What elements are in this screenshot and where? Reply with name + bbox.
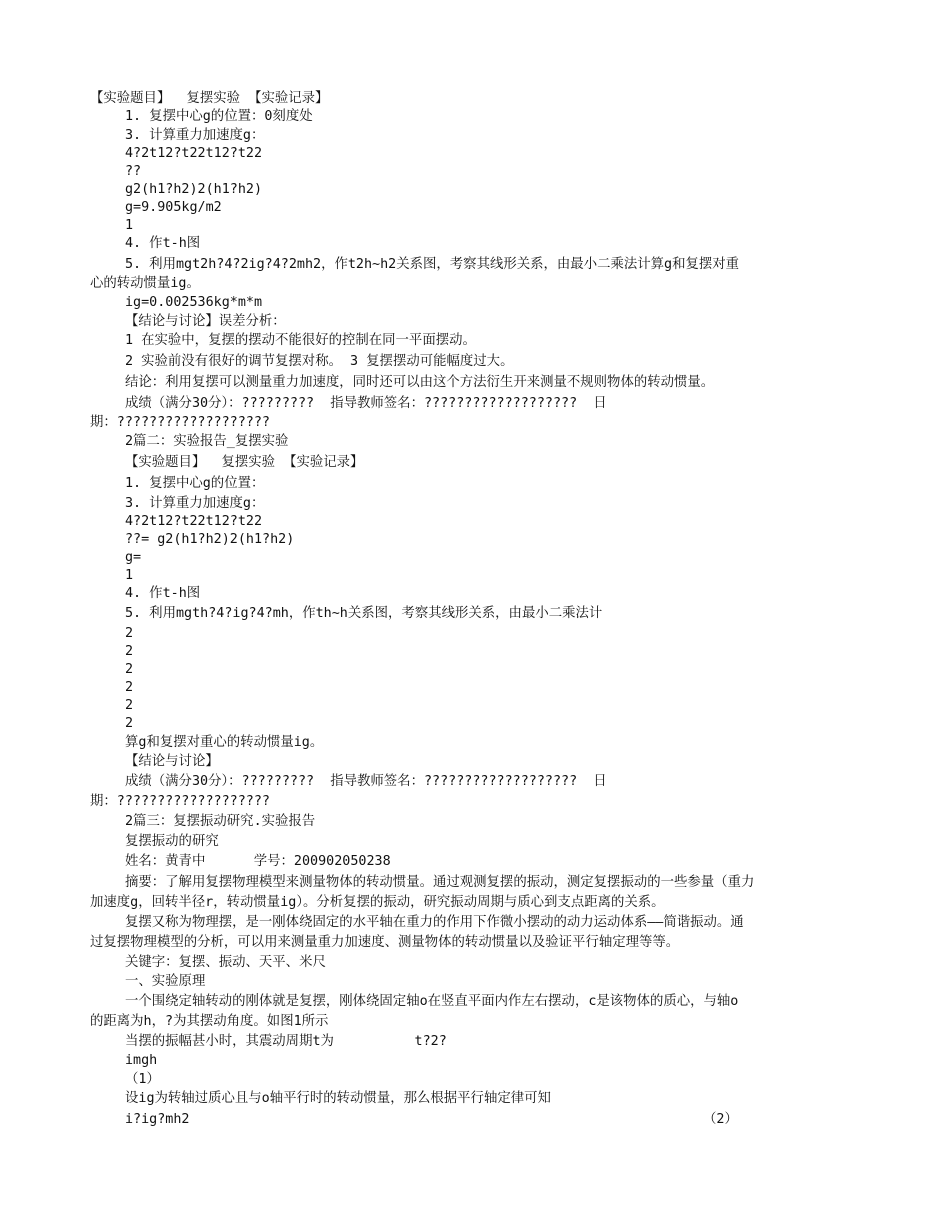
text-line: 【实验题目】 复摆实验 【实验记录】 bbox=[90, 91, 329, 106]
text-line: 姓名：黄青中 学号：200902050238 bbox=[125, 854, 391, 869]
text-line: 成绩（满分30分）：????????? 指导教师签名：??????????????????? 日 bbox=[125, 774, 607, 789]
text-line: 2 bbox=[125, 644, 134, 659]
text-line: 1. 复摆中心g的位置：0刻度处 bbox=[125, 109, 313, 124]
text-line: 心的转动惯量ig。 bbox=[90, 276, 200, 291]
text-line: 2 bbox=[125, 680, 134, 695]
text-line: 一、实验原理 bbox=[125, 974, 206, 989]
text-line: 当摆的振幅甚小时，其震动周期t为 t?2? bbox=[125, 1034, 447, 1049]
text-line: 【实验题目】 复摆实验 【实验记录】 bbox=[125, 455, 364, 470]
text-line: 关键字：复摆、振动、天平、米尺 bbox=[125, 955, 326, 970]
equation-number: （1） bbox=[125, 1072, 160, 1087]
text-line: 加速度g，回转半径r，转动惯量ig）。分析复摆的振动，研究振动周期与质心到支点距离的关系。 bbox=[90, 895, 665, 910]
text-line: 1 在实验中，复摆的摆动不能很好的控制在同一平面摆动。 bbox=[125, 333, 476, 348]
text-line: imgh bbox=[125, 1053, 158, 1068]
text-line: g= bbox=[125, 550, 142, 565]
text-line: 1 bbox=[125, 218, 134, 233]
text-line: 【结论与讨论】 bbox=[125, 754, 219, 769]
text-line: 2 bbox=[125, 662, 134, 677]
text-line: 复摆又称为物理摆，是一刚体绕固定的水平轴在重力的作用下作微小摆动的动力运动体系——简谐振动。通 bbox=[125, 915, 744, 930]
text-line: 过复摆物理模型的分析，可以用来测量重力加速度、测量物体的转动惯量以及验证平行轴定理等等。 bbox=[90, 935, 680, 950]
text-line: 2 bbox=[125, 716, 134, 731]
text-line: ig=0.002536kg*m*m bbox=[125, 295, 263, 310]
text-line: 1 bbox=[125, 568, 134, 583]
text-line: 4. 作t-h图 bbox=[125, 236, 201, 251]
text-line: ?? bbox=[125, 164, 142, 179]
text-line: i?ig?mh2 bbox=[125, 1112, 190, 1127]
text-line: 的距离为h，?为其摆动角度。如图1所示 bbox=[90, 1014, 329, 1029]
text-line: 摘要：了解用复摆物理模型来测量物体的转动惯量。通过观测复摆的振动，测定复摆振动的一些参量（重力 bbox=[125, 875, 755, 890]
text-line: 4. 作t-h图 bbox=[125, 586, 201, 601]
text-line: 【结论与讨论】误差分析： bbox=[125, 314, 286, 329]
text-line: ??= g2(h1?h2)2(h1?h2) bbox=[125, 532, 295, 547]
text-line: 期：??????????????????? bbox=[90, 415, 270, 430]
text-line: 5. 利用mgth?4?ig?4?mh，作th~h关系图，考察其线形关系，由最小二乘法计 bbox=[125, 606, 603, 621]
text-line: 4?2t12?t22t12?t22 bbox=[125, 146, 263, 161]
text-line: g=9.905kg/m2 bbox=[125, 200, 222, 215]
section-title: 2篇二：实验报告_复摆实验 bbox=[125, 434, 289, 449]
text-line: g2(h1?h2)2(h1?h2) bbox=[125, 182, 263, 197]
text-line: 1. 复摆中心g的位置： bbox=[125, 476, 265, 491]
text-line: 2 bbox=[125, 698, 134, 713]
text-line: 一个围绕定轴转动的刚体就是复摆，刚体绕固定轴o在竖直平面内作左右摆动，c是该物体的质心，与轴o bbox=[125, 994, 739, 1009]
text-line: 2 实验前没有很好的调节复摆对称。 3 复摆摆动可能幅度过大。 bbox=[125, 354, 514, 369]
text-line: 3. 计算重力加速度g： bbox=[125, 128, 265, 143]
section-title: 2篇三：复摆振动研究.实验报告 bbox=[125, 814, 316, 829]
text-line: 成绩（满分30分）：????????? 指导教师签名：??????????????????? 日 bbox=[125, 396, 607, 411]
text-line: 算g和复摆对重心的转动惯量ig。 bbox=[125, 735, 324, 750]
text-line: 5. 利用mgt2h?4?2ig?4?2mh2，作t2h~h2关系图，考察其线形关系，由最小二乘法计算g和复摆对重 bbox=[125, 257, 740, 272]
equation-number: （2） bbox=[703, 1112, 738, 1127]
text-line: 期：??????????????????? bbox=[90, 794, 270, 809]
text-line: 设ig为转轴过质心且与o轴平行时的转动惯量，那么根据平行轴定律可知 bbox=[125, 1091, 551, 1106]
text-line: 复摆振动的研究 bbox=[125, 834, 219, 849]
text-line: 3. 计算重力加速度g： bbox=[125, 496, 265, 511]
text-line: 4?2t12?t22t12?t22 bbox=[125, 514, 263, 529]
text-line: 2 bbox=[125, 626, 134, 641]
text-line: 结论：利用复摆可以测量重力加速度，同时还可以由这个方法衍生开来测量不规则物体的转动惯量。 bbox=[125, 375, 715, 390]
